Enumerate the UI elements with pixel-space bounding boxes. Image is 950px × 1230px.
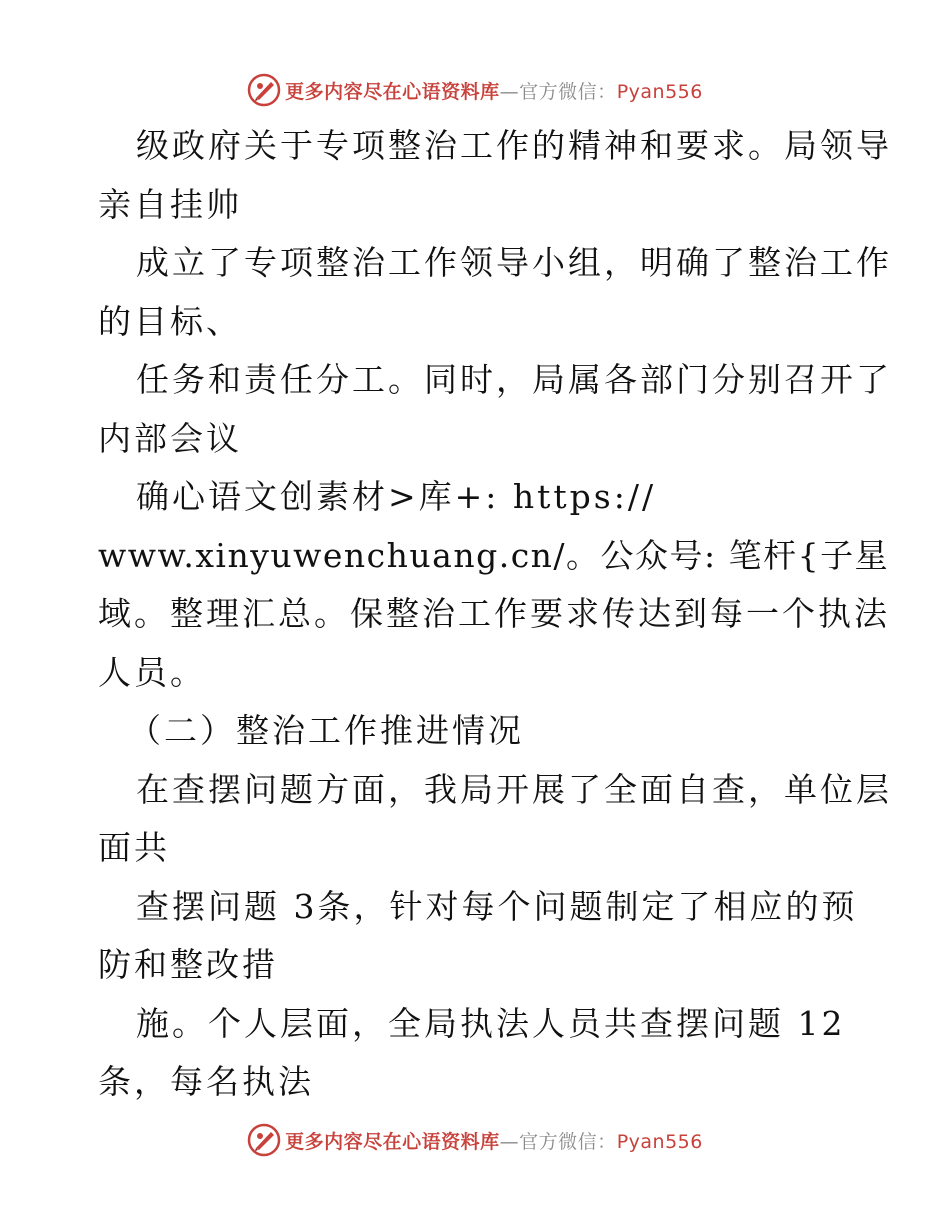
body-line-7: 确心语文创素材>库+: https://: [136, 477, 657, 516]
body-line-8: www.xinyuwenchuang.cn/。公众号: 笔杆{子星: [98, 535, 890, 575]
footer-wechat-id: Pyan556: [616, 1130, 703, 1153]
body-line-6: 内部会议: [98, 418, 242, 458]
document-body: [98, 117, 892, 1112]
body-line-2: 亲自挂帅: [98, 184, 242, 224]
header-dash: —: [499, 80, 520, 103]
footer-dash: —: [499, 1130, 520, 1153]
header-banner: [0, 70, 950, 110]
body-line-10: 人员。: [98, 652, 206, 692]
body-line-15: 防和整改措: [98, 945, 278, 984]
body-line-12: 在查摆问题方面，我局开展了全面自查，单位层: [136, 769, 892, 809]
section-heading: （二）整治工作推进情况: [128, 711, 524, 750]
body-line-16: 施。个人层面，全局执法人员共查摆问题 12: [136, 1003, 846, 1043]
header-wechat-label: 官方微信：: [519, 80, 617, 103]
footer-banner: [0, 1120, 950, 1160]
footer-wechat-label: 官方微信：: [519, 1130, 617, 1153]
body-line-9: 域。整理汇总。保整治工作要求传达到每一个执法: [98, 594, 890, 633]
footer-text: [285, 1127, 703, 1154]
footer-brand: 更多内容尽在心语资料库: [285, 1130, 500, 1153]
body-line-1: 级政府关于专项整治工作的精神和要求。局领导: [136, 126, 892, 165]
body-line-17: 条，每名执法: [98, 1062, 314, 1101]
header-wechat-id: Pyan556: [616, 80, 703, 103]
body-line-14: 查摆问题 3条，针对每个问题制定了相应的预: [136, 886, 858, 926]
header-brand: 更多内容尽在心语资料库: [285, 80, 500, 103]
body-line-5: 任务和责任分工。同时，局属各部门分别召开了: [136, 360, 892, 399]
body-line-13: 面共: [98, 828, 170, 867]
quill-pen-logo-icon: [247, 1123, 281, 1157]
quill-pen-logo-icon: [247, 73, 281, 107]
body-line-3: 成立了专项整治工作领导小组，明确了整治工作: [136, 243, 892, 282]
body-line-4: 的目标、: [98, 301, 242, 341]
header-text: [285, 77, 703, 104]
